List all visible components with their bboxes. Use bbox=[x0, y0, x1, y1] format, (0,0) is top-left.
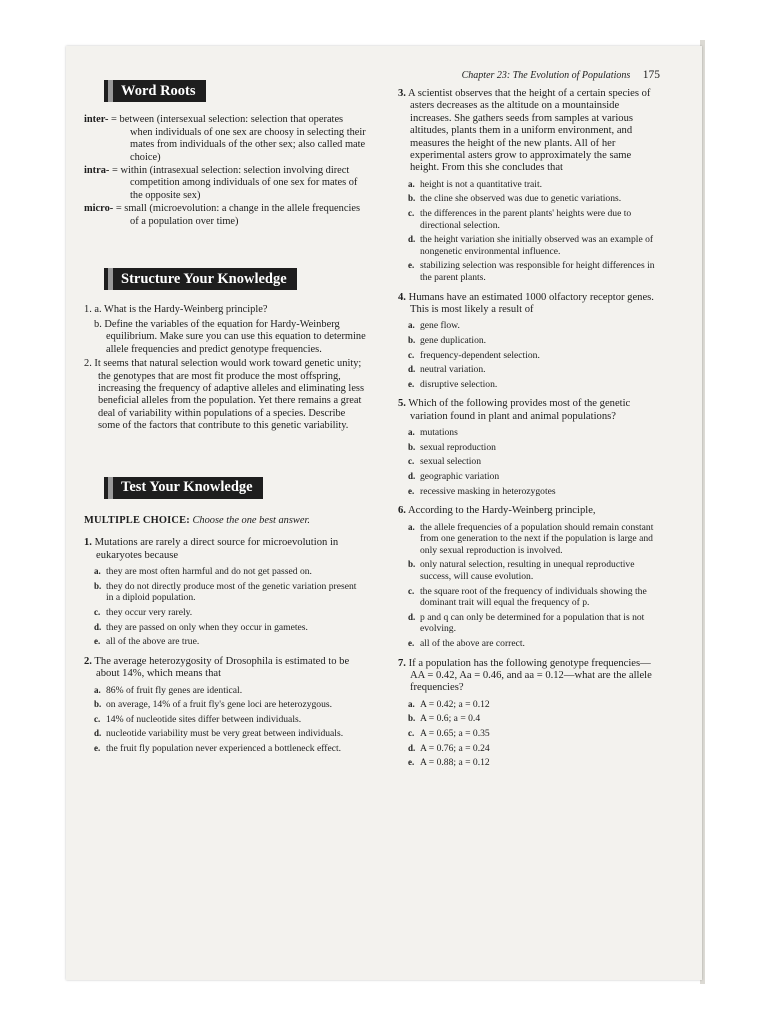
left-column bbox=[84, 80, 366, 773]
answer-option bbox=[398, 638, 662, 650]
answer-option bbox=[398, 208, 662, 231]
root-definition: = within (intrasexual selection: selection involving direct competition among individuals of one sex for mates of the opposite sex) bbox=[112, 165, 358, 201]
option-letter: a. bbox=[408, 320, 415, 331]
question-number: 4. bbox=[398, 291, 406, 303]
answer-option bbox=[398, 522, 662, 557]
option-text: 86% of fruit fly genes are identical. bbox=[106, 684, 243, 696]
question-stem bbox=[398, 292, 662, 317]
option-text: the allele frequencies of a population should remain constant from one generation to the next if the population is large and only sexual reproduction is involved. bbox=[420, 521, 654, 556]
question-text: Mutations are rarely a direct source for microevolution in eukaryotes because bbox=[94, 537, 339, 561]
option-text: A = 0.65; a = 0.35 bbox=[420, 727, 490, 739]
answer-option bbox=[398, 364, 662, 376]
structure-heading: Structure Your Knowledge bbox=[104, 268, 297, 290]
option-letter: d. bbox=[408, 234, 416, 245]
root-term: inter- bbox=[84, 114, 109, 126]
option-letter: c. bbox=[408, 349, 415, 360]
answer-option bbox=[84, 581, 366, 604]
answer-option bbox=[84, 699, 366, 711]
question-stem bbox=[398, 658, 662, 695]
question-stem bbox=[398, 398, 662, 423]
option-letter: c. bbox=[408, 456, 415, 467]
option-text: gene flow. bbox=[420, 320, 460, 332]
option-letter: c. bbox=[408, 727, 415, 738]
root-term: micro- bbox=[84, 203, 114, 215]
option-text: neutral variation. bbox=[420, 364, 486, 376]
question-number: 7. bbox=[398, 657, 406, 669]
option-text: gene duplication. bbox=[420, 335, 487, 346]
question-number: 3. bbox=[398, 88, 406, 99]
option-letter: e. bbox=[408, 757, 415, 768]
option-text: disruptive selection. bbox=[420, 378, 498, 390]
structure-section bbox=[84, 268, 366, 432]
option-letter: d. bbox=[408, 364, 416, 375]
answer-option bbox=[398, 260, 662, 283]
answer-option bbox=[398, 486, 662, 498]
option-text: frequency-dependent selection. bbox=[420, 349, 540, 361]
question-list-left bbox=[84, 537, 366, 754]
option-letter: a. bbox=[408, 698, 415, 709]
option-text: they are passed on only when they occur in gametes. bbox=[106, 621, 308, 633]
mc-instruction-text: Choose the one best answer. bbox=[192, 514, 310, 526]
option-text: nucleotide variability must be very great between individuals. bbox=[106, 728, 344, 740]
option-letter: b. bbox=[408, 441, 416, 452]
page-number: 175 bbox=[642, 69, 660, 81]
option-letter: a. bbox=[94, 684, 101, 695]
option-text: on average, 14% of a fruit fly's gene loci are heterozygous. bbox=[106, 699, 333, 711]
structure-questions bbox=[84, 304, 366, 432]
answer-option bbox=[398, 757, 662, 769]
question-number: 2. bbox=[84, 655, 92, 667]
option-text: A = 0.76; a = 0.24 bbox=[420, 742, 490, 754]
option-text: the square root of the frequency of individuals showing the dominant trait will equal the frequency of p. bbox=[420, 585, 647, 609]
option-letter: c. bbox=[94, 606, 101, 617]
answer-option bbox=[398, 743, 662, 755]
answer-option bbox=[84, 685, 366, 697]
option-text: geographic variation bbox=[420, 470, 500, 482]
option-text: only natural selection, resulting in unequal reproductive success, will cause evolution. bbox=[420, 559, 635, 582]
answer-option bbox=[398, 586, 662, 609]
structure-question: 1. a. What is the Hardy-Weinberg principle? bbox=[84, 304, 268, 316]
word-roots-list bbox=[84, 114, 366, 228]
test-heading: Test Your Knowledge bbox=[104, 477, 263, 499]
option-text: they are most often harmful and do not get passed on. bbox=[106, 566, 312, 578]
option-text: the cline she observed was due to genetic variations. bbox=[420, 193, 622, 205]
word-roots-section bbox=[84, 80, 366, 228]
answer-option bbox=[398, 350, 662, 362]
option-letter: a. bbox=[94, 566, 101, 577]
answer-option bbox=[398, 179, 662, 191]
option-letter: d. bbox=[408, 611, 416, 622]
option-text: mutations bbox=[420, 427, 458, 439]
option-text: sexual selection bbox=[420, 456, 482, 468]
option-letter: e. bbox=[408, 485, 415, 496]
option-letter: e. bbox=[408, 637, 415, 648]
option-text: 14% of nucleotide sites differ between individuals. bbox=[106, 713, 302, 725]
structure-question: b. Define the variables of the equation for Hardy-Weinberg equilibrium. Make sure you can use this equation to determine allele frequencies and predict genotype frequencies. bbox=[94, 318, 366, 355]
option-text: height is not a quantitative trait. bbox=[420, 178, 543, 190]
question-text: Which of the following provides most of the genetic variation found in plant and animal populations? bbox=[408, 398, 631, 422]
word-roots-heading: Word Roots bbox=[104, 80, 206, 102]
question-stem bbox=[398, 88, 662, 175]
answer-option bbox=[84, 714, 366, 726]
option-letter: d. bbox=[408, 742, 416, 753]
answer-option bbox=[398, 559, 662, 582]
option-letter: b. bbox=[94, 699, 102, 710]
question-text: According to the Hardy-Weinberg principle, bbox=[408, 505, 596, 517]
question-number: 5. bbox=[398, 398, 406, 410]
answer-option bbox=[84, 566, 366, 578]
question-text: If a population has the following genotype frequencies—AA = 0.42, Aa = 0.46, and aa = 0.12—what are the allele frequencies? bbox=[408, 657, 652, 694]
option-text: A = 0.88; a = 0.12 bbox=[420, 757, 490, 769]
option-text: A = 0.42; a = 0.12 bbox=[420, 698, 490, 710]
question-number: 6. bbox=[398, 505, 406, 517]
answer-option bbox=[398, 427, 662, 439]
answer-option bbox=[398, 612, 662, 635]
option-letter: b. bbox=[408, 559, 416, 570]
answer-option bbox=[398, 234, 662, 257]
answer-option bbox=[398, 728, 662, 740]
option-letter: d. bbox=[94, 728, 102, 739]
structure-question: 2. It seems that natural selection would work toward genetic unity; the genotypes that are most fit produce the most offspring, increasing the frequency of adaptive alleles and eliminating less beneficial alleles from the population. Yet there remains a great deal of variability within populations of a species. Describe some of the factors that contribute to this genetic variability. bbox=[84, 358, 365, 432]
question-number: 1. bbox=[84, 537, 92, 549]
option-letter: b. bbox=[408, 713, 416, 724]
option-letter: c. bbox=[408, 585, 415, 596]
word-root-item bbox=[84, 203, 366, 228]
answer-option bbox=[84, 622, 366, 634]
option-text: the height variation she initially observed was an example of nongenetic environmental influence. bbox=[420, 234, 654, 257]
option-text: all of the above are true. bbox=[106, 636, 200, 648]
root-definition: = between (intersexual selection: selection that operates when individuals of one sex are choosy in selecting their mates from individuals of the other sex; also called mate choice) bbox=[111, 114, 366, 163]
answer-option bbox=[398, 456, 662, 468]
word-root-item bbox=[84, 114, 366, 164]
answer-option bbox=[398, 471, 662, 483]
mc-instructions bbox=[84, 515, 366, 527]
answer-option bbox=[84, 728, 366, 740]
answer-option bbox=[84, 636, 366, 648]
answer-option bbox=[398, 335, 662, 347]
option-letter: a. bbox=[408, 521, 415, 532]
option-letter: d. bbox=[94, 621, 102, 632]
question-stem bbox=[398, 505, 662, 517]
option-text: all of the above are correct. bbox=[420, 637, 525, 649]
right-column bbox=[398, 66, 662, 772]
word-root-item bbox=[84, 165, 366, 202]
option-letter: b. bbox=[94, 580, 102, 591]
root-term: intra- bbox=[84, 165, 110, 177]
option-text: the differences in the parent plants' heights were due to directional selection. bbox=[420, 208, 632, 231]
answer-option bbox=[84, 607, 366, 619]
chapter-title: Chapter 23: The Evolution of Populations bbox=[461, 70, 631, 81]
option-letter: d. bbox=[408, 470, 416, 481]
test-section bbox=[84, 477, 366, 755]
answer-option bbox=[398, 379, 662, 391]
question-text: A scientist observes that the height of a certain species of asters decreases as the altitude on a mountainside increases. She gathers seeds from samples at various altitudes, plants them in a uniform environment, and measures the height of the new plants. All of her experimental asters grow to approximately the same height. From this she concludes that bbox=[408, 88, 651, 174]
root-definition: = small (microevolution: a change in the allele frequencies of a population over time) bbox=[115, 203, 361, 227]
option-letter: e. bbox=[408, 378, 415, 389]
answer-option bbox=[84, 743, 366, 755]
question-list-right bbox=[398, 88, 662, 769]
option-letter: e. bbox=[94, 742, 101, 753]
answer-option bbox=[398, 442, 662, 454]
question-text: Humans have an estimated 1000 olfactory receptor genes. This is most likely a result of bbox=[408, 291, 654, 315]
option-letter: b. bbox=[408, 193, 416, 204]
option-text: they occur very rarely. bbox=[106, 606, 193, 618]
option-letter: b. bbox=[408, 335, 416, 345]
option-letter: a. bbox=[408, 427, 415, 438]
option-text: stabilizing selection was responsible for height differences in the parent plants. bbox=[420, 260, 655, 283]
question-text: The average heterozygosity of Drosophila is estimated to be about 14%, which means that bbox=[94, 655, 350, 680]
option-text: A = 0.6; a = 0.4 bbox=[420, 713, 481, 725]
option-letter: c. bbox=[94, 713, 101, 724]
mc-label: MULTIPLE CHOICE: bbox=[84, 514, 190, 526]
option-text: they do not directly produce most of the genetic variation present in a diploid population. bbox=[106, 580, 357, 604]
question-stem bbox=[84, 537, 366, 562]
option-text: p and q can only be determined for a population that is not evolving. bbox=[420, 611, 645, 635]
answer-option bbox=[398, 193, 662, 205]
option-letter: e. bbox=[94, 636, 101, 647]
option-letter: e. bbox=[408, 260, 415, 271]
answer-option bbox=[398, 713, 662, 725]
answer-option bbox=[398, 320, 662, 332]
option-text: recessive masking in heterozygotes bbox=[420, 485, 556, 497]
option-letter: a. bbox=[408, 178, 415, 189]
question-stem bbox=[84, 656, 366, 681]
option-text: sexual reproduction bbox=[420, 441, 496, 453]
option-text: the fruit fly population never experienced a bottleneck effect. bbox=[106, 742, 342, 754]
answer-option bbox=[398, 699, 662, 711]
option-letter: c. bbox=[408, 208, 415, 219]
